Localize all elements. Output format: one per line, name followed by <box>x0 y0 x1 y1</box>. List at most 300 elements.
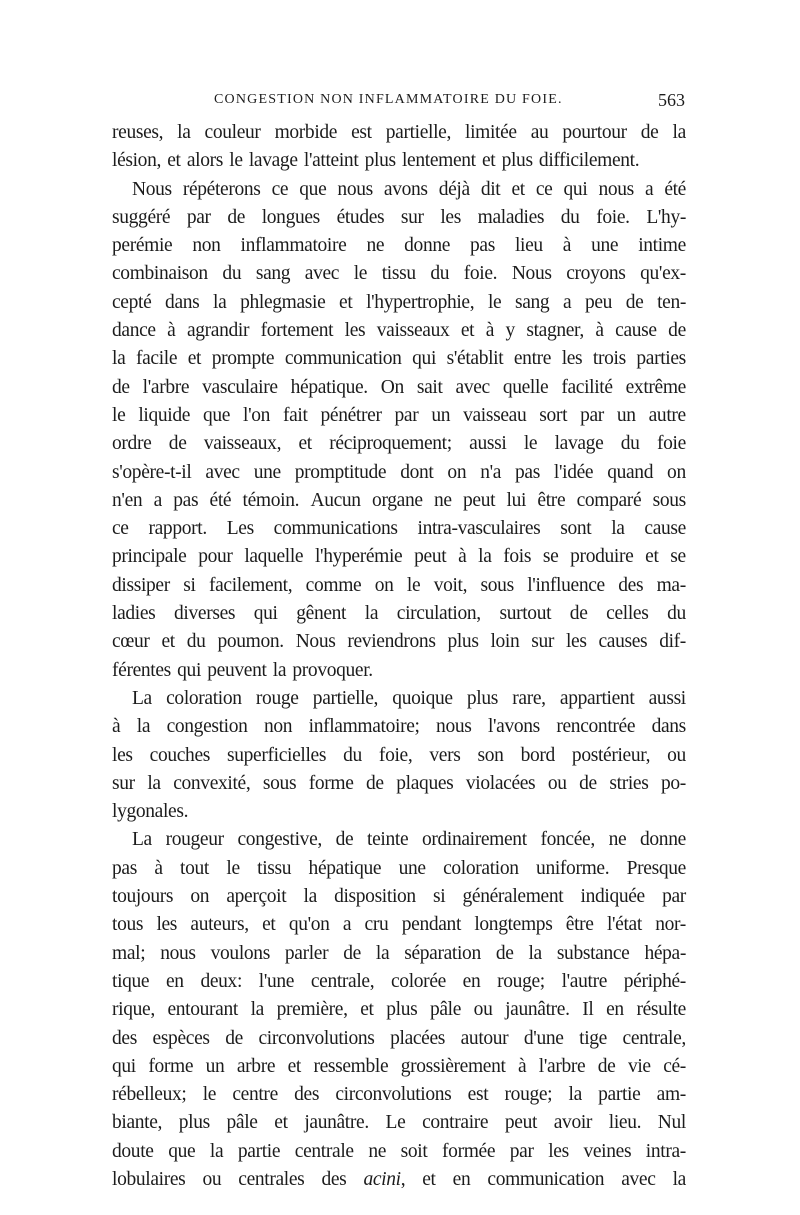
word: sous <box>652 489 686 511</box>
word: du <box>667 603 686 625</box>
word: qu'on <box>288 914 330 936</box>
word: Le <box>385 1112 406 1134</box>
word: et <box>460 320 475 342</box>
word: mal; <box>112 942 146 964</box>
word: rébelleux; <box>112 1084 187 1106</box>
word: pas <box>515 461 540 483</box>
word: qui <box>112 1055 136 1077</box>
word: un <box>431 404 451 426</box>
word: dissiper <box>112 574 170 596</box>
word: partielle, <box>312 687 379 709</box>
word: auteurs, <box>190 914 249 936</box>
word: première, <box>276 999 348 1021</box>
text-line <box>112 459 686 487</box>
word: produire <box>570 546 634 568</box>
word: le <box>229 150 243 172</box>
word: partielle, <box>385 122 451 143</box>
word: entre <box>513 348 552 370</box>
word: Nul <box>657 1112 686 1134</box>
word: vaisseau <box>463 404 527 426</box>
word: de <box>640 122 659 143</box>
word: les <box>440 206 461 228</box>
word: soit <box>400 1140 428 1162</box>
word: sont <box>560 518 592 540</box>
word: d'une <box>523 1027 564 1049</box>
paragraph-first-line <box>112 176 686 204</box>
word: se <box>670 546 686 568</box>
word: par <box>580 404 604 426</box>
word: ordinairement <box>421 829 527 851</box>
word: promptitude <box>294 461 387 483</box>
word: stries <box>609 772 649 794</box>
word: causes <box>598 631 648 653</box>
text-line <box>112 119 686 147</box>
word: a <box>342 914 352 936</box>
word: avons <box>383 178 428 200</box>
word: Presque <box>626 857 686 879</box>
word: gênent <box>296 603 347 625</box>
word: contraire <box>422 1112 489 1134</box>
word: n'a <box>480 461 502 483</box>
word: Aucun <box>310 489 361 511</box>
word: foncée, <box>540 829 595 851</box>
word: ma- <box>656 574 686 596</box>
word: le <box>112 404 126 426</box>
word: nous <box>436 716 472 738</box>
word: une <box>253 461 281 483</box>
text-line <box>112 911 686 939</box>
text-line <box>112 996 686 1024</box>
word: donne <box>404 235 451 257</box>
word: lavage <box>248 150 298 172</box>
word: ladies <box>112 603 156 625</box>
word: jaunâtre. <box>505 999 570 1021</box>
word: la <box>136 716 151 738</box>
word: facilement, <box>208 574 293 596</box>
text-line <box>112 1053 686 1081</box>
word: ressemble <box>313 1055 389 1077</box>
word: cause <box>615 320 657 342</box>
text-line <box>112 147 686 175</box>
text-line <box>112 1109 686 1137</box>
word: déjà <box>438 178 470 200</box>
word: dance <box>112 320 156 342</box>
word: à <box>112 716 121 738</box>
word: biante, <box>112 1112 163 1134</box>
word: ou <box>202 1168 222 1190</box>
word: être <box>565 914 594 936</box>
word: études <box>336 206 385 228</box>
word: aussi <box>469 433 507 455</box>
word: voulons <box>210 942 270 964</box>
text-line <box>112 770 686 798</box>
word: sait <box>416 376 443 398</box>
word: reuses, <box>112 122 164 143</box>
word: pas <box>173 489 199 511</box>
word: rencontrée <box>556 716 636 738</box>
word: si <box>433 886 446 908</box>
word: de <box>579 772 597 794</box>
word: formée <box>442 1140 496 1162</box>
word: ordre <box>112 433 152 455</box>
paragraph-first-line <box>112 826 686 854</box>
text-line <box>112 204 686 232</box>
word: une <box>591 235 619 257</box>
word: vie <box>627 1055 651 1077</box>
word: placées <box>390 1027 446 1049</box>
word: donne <box>640 829 686 851</box>
word: que <box>299 178 327 200</box>
word: pénétrer <box>320 404 382 426</box>
word: loin <box>490 631 520 653</box>
word: des <box>112 1027 137 1049</box>
word: perémie <box>112 235 173 257</box>
word: la <box>672 1168 686 1190</box>
word: foie, <box>378 744 413 766</box>
word: parties <box>636 348 686 370</box>
word: coloration <box>443 857 519 879</box>
word: vasculaire <box>202 376 278 398</box>
word: a <box>153 489 162 511</box>
word: quand <box>607 461 654 483</box>
word: pour <box>198 546 233 568</box>
word: l'autre <box>561 970 608 992</box>
word: et <box>187 348 202 370</box>
word: la <box>364 603 379 625</box>
word: si <box>183 574 196 596</box>
word: que <box>168 1140 196 1162</box>
word: grossièrement <box>400 1055 506 1077</box>
word: croyons <box>566 263 626 285</box>
word: la <box>272 659 287 681</box>
word: plus <box>466 687 499 709</box>
text-line <box>112 232 686 260</box>
word: la <box>611 518 625 540</box>
word: comme <box>305 574 362 596</box>
word: surtout <box>499 603 552 625</box>
word: sur <box>400 206 424 228</box>
word: forme <box>148 1055 194 1077</box>
word: et <box>287 1055 301 1077</box>
word: hépatique. <box>290 376 368 398</box>
word: de <box>227 206 246 228</box>
word: le <box>226 857 240 879</box>
word: rougeur <box>165 829 224 851</box>
text-line <box>112 657 686 685</box>
word: qui <box>177 659 202 681</box>
word: l'avons <box>487 716 540 738</box>
word: du <box>430 263 450 285</box>
word: et <box>161 631 175 653</box>
word: voit, <box>433 574 468 596</box>
word: de <box>168 433 187 455</box>
word: foie. <box>596 206 630 228</box>
word: le <box>523 433 538 455</box>
page-number: 563 <box>658 90 685 110</box>
word: en <box>165 970 184 992</box>
word: vaisseaux <box>376 320 450 342</box>
word: organe <box>372 489 423 511</box>
word: centrale, <box>310 970 375 992</box>
word: et <box>422 1168 436 1190</box>
word: combinaison <box>112 263 208 285</box>
word: doute <box>112 1140 154 1162</box>
word: lieu <box>514 235 543 257</box>
word: rouge; <box>504 1084 553 1106</box>
word: appartient <box>559 687 635 709</box>
word: de <box>335 829 354 851</box>
word: s'établit <box>446 348 504 370</box>
word: la <box>568 1084 582 1106</box>
word: sur <box>112 772 135 794</box>
word: du <box>343 744 362 766</box>
word: de <box>625 291 644 313</box>
text-line <box>112 430 686 458</box>
word: les <box>561 348 583 370</box>
word: morbide <box>274 122 338 143</box>
word: tous <box>112 914 144 936</box>
word: ce <box>271 178 289 200</box>
word: du <box>620 433 640 455</box>
word: peut <box>414 546 447 568</box>
word: limitée <box>465 122 517 143</box>
word: à <box>562 235 572 257</box>
word: s'opère-t-il <box>112 461 192 483</box>
word: La <box>132 687 152 709</box>
word: plus <box>178 1112 210 1134</box>
word: des <box>618 574 644 596</box>
word: postérieur, <box>571 744 651 766</box>
word: ou <box>667 744 686 766</box>
word: couches <box>149 744 210 766</box>
word: vaisseaux, <box>203 433 282 455</box>
word: on <box>190 886 210 908</box>
word: au <box>530 122 549 143</box>
word: nous <box>337 178 373 200</box>
word: Les <box>226 518 254 540</box>
word: pâle <box>429 999 462 1021</box>
word: trois <box>592 348 626 370</box>
word: on <box>374 574 394 596</box>
word: centrales <box>238 1168 305 1190</box>
word: l'influence <box>527 574 605 596</box>
word: été <box>209 489 232 511</box>
word: sort <box>539 404 568 426</box>
word: la <box>147 772 161 794</box>
word: aperçoit <box>226 886 287 908</box>
word: de <box>112 376 130 398</box>
word: du <box>560 206 580 228</box>
word: teinte <box>367 829 409 851</box>
word: dont <box>400 461 434 483</box>
word: centre <box>232 1084 278 1106</box>
word: uniforme. <box>536 857 610 879</box>
text-line <box>112 572 686 600</box>
word: jaunâtre. <box>304 1112 369 1134</box>
word: la <box>250 999 264 1021</box>
word: Nous <box>295 631 336 653</box>
word: cru <box>364 914 389 936</box>
word: la <box>209 1140 224 1162</box>
word: sang <box>255 263 291 285</box>
word: les <box>548 1140 569 1162</box>
word: la <box>177 122 191 143</box>
word: lavage <box>554 433 604 455</box>
word: congestive, <box>237 829 322 851</box>
word: parler <box>284 942 329 964</box>
word: répéterons <box>182 178 261 200</box>
word: à <box>167 320 176 342</box>
word: périphé- <box>623 970 686 992</box>
word: couleur <box>204 122 261 143</box>
word: on <box>667 461 686 483</box>
text-line <box>112 855 686 883</box>
word: violacées <box>465 772 536 794</box>
word: inflammatoire <box>240 235 347 257</box>
word: ne <box>366 235 385 257</box>
text-line <box>112 317 686 345</box>
word: qui <box>412 348 437 370</box>
word: La <box>132 829 152 851</box>
word: les <box>344 320 366 342</box>
word: difficilement. <box>538 150 640 172</box>
word: circonvolutions <box>335 1084 452 1106</box>
body-text <box>112 119 686 1194</box>
paragraph-first-line <box>112 685 686 713</box>
word: Il <box>582 999 594 1021</box>
word: colorée <box>391 970 446 992</box>
word: lobulaires <box>112 1168 186 1190</box>
text-line <box>112 968 686 996</box>
word: forme <box>308 772 354 794</box>
word: communication <box>487 1168 605 1190</box>
word: peu <box>584 291 613 313</box>
word: à <box>595 320 604 342</box>
word: ten- <box>657 291 686 313</box>
word: fait <box>282 404 308 426</box>
word: pendant <box>401 914 462 936</box>
word: peuvent <box>207 659 267 681</box>
word: l'hypertrophie, <box>366 291 475 313</box>
text-line <box>112 600 686 628</box>
word: lygonales. <box>112 801 189 823</box>
text-line <box>112 798 686 826</box>
word: stagner, <box>526 320 584 342</box>
word: résulte <box>636 999 686 1021</box>
word: par <box>509 1140 534 1162</box>
word: dit <box>480 178 501 200</box>
word: une <box>398 857 426 879</box>
word: et <box>511 178 525 200</box>
word: ce <box>112 518 129 540</box>
word: partie <box>237 1140 281 1162</box>
word: à <box>458 546 467 568</box>
word: avec <box>455 376 490 398</box>
word: intime <box>638 235 686 257</box>
word: sous <box>262 772 297 794</box>
word: par <box>394 404 419 426</box>
word: le <box>353 263 368 285</box>
word: tout <box>180 857 209 879</box>
word: po- <box>660 772 686 794</box>
word: autour <box>460 1027 509 1049</box>
word: maladies <box>477 206 545 228</box>
word: sur <box>531 631 555 653</box>
word: nous <box>598 178 634 200</box>
word: ne <box>608 829 627 851</box>
word: du <box>222 263 242 285</box>
word: rouge <box>255 687 299 709</box>
word: ce <box>535 178 553 200</box>
word: pourtour <box>562 122 627 143</box>
word: de <box>343 942 361 964</box>
word: été <box>664 178 686 200</box>
word: et <box>262 914 276 936</box>
word: a <box>644 178 654 200</box>
text-line <box>112 713 686 741</box>
word: l'atteint <box>303 150 359 172</box>
word: superficielles <box>227 744 327 766</box>
word: férentes <box>112 659 171 681</box>
word: et <box>360 999 374 1021</box>
word: les <box>112 744 133 766</box>
word: L'hy- <box>646 206 686 228</box>
word: le <box>487 291 502 313</box>
text-line <box>112 374 686 402</box>
word: hépatique <box>308 857 382 879</box>
word: dans <box>651 716 686 738</box>
word: n'en <box>112 489 143 511</box>
running-head <box>110 92 685 116</box>
word: être <box>537 489 566 511</box>
word: l'idée <box>553 461 594 483</box>
word: les <box>565 631 587 653</box>
word: centrale, <box>622 1027 686 1049</box>
word: Nous <box>132 178 172 200</box>
word: en <box>462 970 481 992</box>
word: centrale <box>294 1140 354 1162</box>
word: rique, <box>112 999 155 1021</box>
text-line <box>112 543 686 571</box>
word: provoquer. <box>292 659 373 681</box>
word: congestion <box>166 716 248 738</box>
word: extrême <box>625 376 686 398</box>
word: avec <box>621 1168 656 1190</box>
word: l'arbre <box>142 376 190 398</box>
text-line <box>112 515 686 543</box>
word: la <box>528 942 542 964</box>
word: on <box>447 461 467 483</box>
word: avec <box>205 461 240 483</box>
word: séparation <box>404 942 481 964</box>
word: plus <box>364 150 396 172</box>
word: longtemps <box>474 914 553 936</box>
word: par <box>662 886 686 908</box>
word: le <box>406 574 421 596</box>
word: l'état <box>606 914 642 936</box>
word: plaques <box>396 772 454 794</box>
word: ou <box>473 999 493 1021</box>
word: non <box>263 716 293 738</box>
word: un <box>616 404 636 426</box>
text-line <box>112 1138 686 1166</box>
word: suggéré <box>112 206 171 228</box>
word: inflammatoire; <box>308 716 420 738</box>
word: lui <box>506 489 527 511</box>
word: circonvolutions <box>258 1027 375 1049</box>
text-line <box>112 1025 686 1053</box>
word: deux: <box>200 970 243 992</box>
